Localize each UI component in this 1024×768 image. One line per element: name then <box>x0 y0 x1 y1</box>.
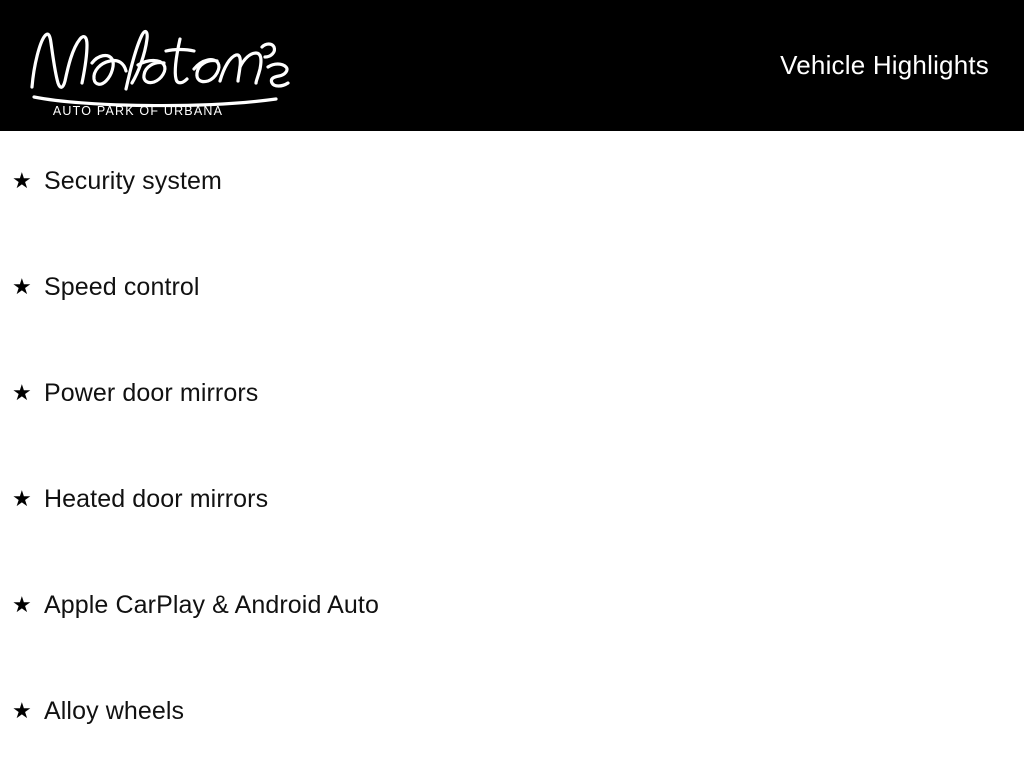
highlight-label: Speed control <box>44 273 200 301</box>
list-item <box>0 485 1024 591</box>
napletons-logo <box>14 11 304 121</box>
list-item <box>0 379 1024 485</box>
star-icon: ★ <box>12 168 32 193</box>
page-header <box>0 0 1024 131</box>
star-icon: ★ <box>12 592 32 617</box>
list-item <box>0 591 1024 697</box>
star-icon: ★ <box>12 274 32 299</box>
page-title: Vehicle Highlights <box>780 50 989 80</box>
star-icon: ★ <box>12 380 32 405</box>
list-item <box>0 167 1024 273</box>
highlight-label: Power door mirrors <box>44 379 259 407</box>
highlight-label: Security system <box>44 167 222 195</box>
list-item <box>0 697 1024 768</box>
highlight-label: Apple CarPlay & Android Auto <box>44 591 379 619</box>
star-icon: ★ <box>12 698 32 723</box>
svg-text:AUTO PARK OF URBANA: AUTO PARK OF URBANA <box>52 103 224 118</box>
highlight-label: Heated door mirrors <box>44 485 269 513</box>
highlight-label: Alloy wheels <box>44 697 185 725</box>
vehicle-highlights-list <box>0 131 1024 768</box>
star-icon: ★ <box>12 486 32 511</box>
list-item <box>0 273 1024 379</box>
